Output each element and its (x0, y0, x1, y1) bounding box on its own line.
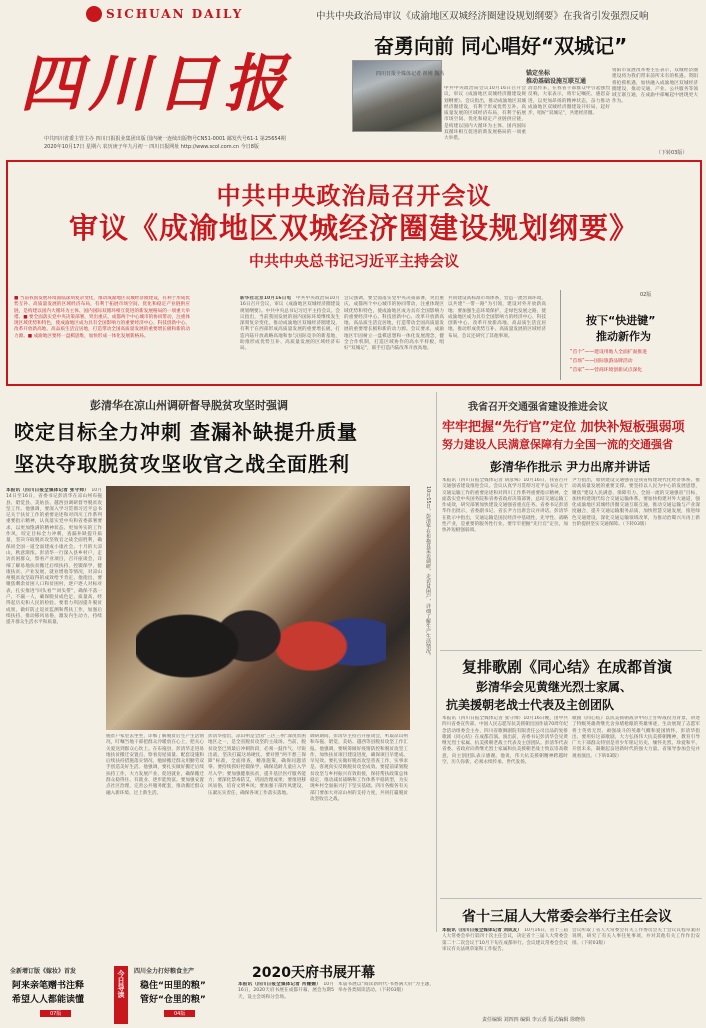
congress-body-col2: 会议听取了省人大常委会有关工作委员会关于会议议程草案的说明，研究了有关人事任免事项，并对其他有关工作作出安排。（下转03版） (572, 928, 700, 946)
top-story-sub2: 推动基础设施互联互通 (526, 78, 587, 85)
poverty-headline-2: 坚决夺取脱贫攻坚收官之战全面胜利 (14, 452, 350, 476)
section-divider (440, 898, 702, 899)
opera-headline-2: 彭清华会见黄继光烈士家属、 (476, 680, 633, 694)
poverty-byline: 本报讯（四川日报全媒体记者 张守帅） (6, 488, 87, 493)
masthead-info-line1: 中共四川省委主管主办 四川日报报业集团出版 国内统一连续出版物号CN51-0001 邮发代号61-1 第25654期 (44, 136, 286, 142)
footer-mid-page: 04版 (164, 1010, 195, 1017)
lead-side-panel[interactable] (566, 298, 698, 380)
lead-side-item: “首场”——国际旅游品牌活动 (570, 359, 633, 364)
footer-mid-promo[interactable] (130, 966, 234, 1024)
poverty-headline-1: 咬定目标全力冲刺 查漏补缺提升质量 (14, 420, 358, 444)
bookfair-body-col1: 本报讯（四川日报全媒体记者 肖姗姗） 10月16日，2020天府书展在成都开幕，展会为期5天，设主会场和分会场。 (238, 982, 334, 1000)
footer-left-t3: 希望人人都能读懂 (12, 995, 85, 1005)
lead-side-item: “首个”——建设用地人全面扩面推进 (570, 350, 647, 355)
masthead-emblem-icon (86, 6, 102, 22)
section-divider (440, 650, 702, 651)
top-story-headline: 奋勇向前 同心唱好“双城记” (374, 34, 628, 58)
footer-credit: 责任编辑 刘四四 编辑 李云香 版式编辑 徐晓伟 (482, 1017, 585, 1023)
top-story-body-2: 消息传来，在我省干部群众中引起强烈反响。大家表示，将牢记嘱托、感恩奋进，以更加昂扬的精神状态，奋力推动成渝地区双城经济圈建设开好局、起好步，唱好“双城记”，共建经济圈。 (528, 86, 610, 117)
transport-kicker: 我省召开交通强省建设推进会议 (468, 402, 608, 413)
lead-side-divider (560, 290, 561, 380)
congress-byline: 本报讯（四川日报全媒体记者 刘成友） (442, 928, 520, 933)
congress-body-col1: 本报讯（四川日报全媒体记者 刘成友） 10月16日，省十三届人大常委会举行第四十次主任会议，决定省十三届人大常委会第二十二次会议于10月下旬在成都举行。会议建议常委会会议审议有关法规草案和工作报告。 (442, 928, 568, 952)
transport-body-col1: 本报讯（四川日报全媒体记者 胡彦殊）10月16日，我省召开交通强省建设推进会议。会议认真学习贯彻习近平总书记关于交通运输工作的重要论述和对四川工作系列重要指示精神，全面落实党中央国务院和省委省政府决策部署，总结交通运输工作成效，研究部署加快建设交通强省重点任务。省委书记彭清华作出批示，省委副书记、省长尹力出席会议并讲话。彭清华在批示中指出，交通运输是国民经济中基础性、先导性、战略性产业，是重要的服务性行业。要牢牢把握“先行官”定位，加快补短板强弱项。 (442, 478, 568, 534)
footer-mid-t1: 稳住“田里的粮” (140, 981, 206, 991)
bookfair-jump[interactable]: （下转03版） (379, 988, 406, 994)
bookfair-body-col2: 本届书展以“阅读新时代·书香满天府”为主题，举办各类阅读活动。（下转03版） (338, 982, 434, 994)
poverty-photo[interactable] (106, 486, 410, 730)
today-guide-label: 今日导读 (117, 970, 125, 998)
lead-headline-line2: 审议《成渝地区双城经济圈建设规划纲要》 (68, 211, 639, 245)
congress-headline: 省十三届人大常委会举行主任会议 (462, 909, 672, 925)
opera-body-col2: 歌剧《同心结》以抗美援朝战争中的上甘岭战役为背景，讲述了特级英雄黄继光舍身堵枪眼的英雄事迹，生动展现了志愿军将士英勇无畏、顽强战斗的英雄气概和爱国情怀。彭清华指出，要用好这部歌剧，大力弘扬伟大抗美援朝精神，教育引导广大干部群众特别是青少年铭记历史、缅怀先烈、珍爱和平、开创未来，凝聚起奋进新时代的强大力量。省领导参加会见并观看演出。（下转03版） (572, 716, 700, 759)
top-story[interactable] (316, 8, 700, 156)
transport-jump[interactable]: （下转03版） (622, 522, 650, 528)
opera-headline-1: 复排歌剧《同心结》在成都首演 (462, 658, 673, 676)
masthead-en-name: SICHUAN DAILY (106, 7, 244, 21)
top-story-body-1: 中共中央政治局会议10月16日召开会议，审议《成渝地区双城经济圈建设规划纲要》。会议指出，推动成渝地区双城经济圈建设，有利于形成优势互补、高质量发展的区域经济布局，有利于拓展市场空间、优化和稳定产业链供应链，是构建以国内大循环为主体、国内国际双循环相互促进的新发展格局的一项重大举措。 (444, 86, 526, 142)
opera-headline-3: 抗美援朝老战士代表及主创团队 (446, 698, 615, 712)
lead-side-tag: 02版 (640, 292, 652, 298)
poverty-kicker: 彭清华在凉山州调研督导脱贫攻坚时强调 (90, 399, 288, 412)
top-story-jump[interactable]: （下转03版） (656, 150, 688, 156)
transport-headline-2: 努力建设人民满意保障有力全国一流的交通强省 (442, 438, 673, 451)
poverty-body-col3: 彭清华指出，凉山州是全国“三区三州”深度贫困地区之一，是全省脱贫攻坚的主战场。当前，脱贫攻坚已到最后冲刺阶段，必须一鼓作气、尽锐出战，坚决打赢这场硬仗。要对照“两不愁三保障”标准，全面排查，精准施策，确保问题清零。要持续抓好控辍保学，确保适龄儿童应入学尽入学；要加强健康扶贫，提升基层医疗服务能力；要深化禁毒防艾，巩固治理成果；要推进移风易俗，培育文明乡风；要加强干部作风建设，压紧压实责任，确保各项工作落实落地。 (208, 734, 306, 796)
top-story-kicker: 中共中央政治局审议《成渝地区双城经济圈建设规划纲要》在我省引发强烈反响 (316, 11, 649, 22)
poverty-photo-people (136, 526, 386, 726)
top-story-sub1: 锚定坐标 (526, 70, 551, 77)
poverty-body-col2: 脱贫户家里去坐坐，详细了解脱贫后生产生活情况，叮嘱当地干部把群众冷暖放在心上，把关心关爱送到群众心坎上。在布拖县，彭清华走进易地扶贫搬迁安置点，察看房屋质量、配套设施和后续扶持措施落实情况，勉励搬迁群众用勤劳双手创造美好生活。他强调，要扎实做好搬迁后续扶持工作，大力发展产业、促进就业，确保搬迁群众稳得住、有就业、逐步能致富。要加强安置点社区治理，完善公共服务配套，推动搬迁群众融入新环境、过上新生活。 (106, 734, 204, 796)
lead-summary: ■ 当前我国发展环境面临深刻复杂变化，推动成渝地区双城经济圈建设，有利于形成优势互补、高质量发展的区域经济布局，有利于拓展市场空间、优化和稳定产业链供应链，是构建以国内大循环为主体、国内国际双循环相互促进的新发展格局的一项重大举措。■ 要全面落实党中央决策部署，突出重庆、成都两个中心城市的协同带动，注重体现区域优势和特色，使成渝地区成为具有全国影响力的重要经济中心、科技创新中心、改革开放新高地、高品质生活宜居地，打造带动全国高质量发展的重要增长极和新的动力源。■ 成渝地区要将一盘棋思维，加快形成一体化发展新格局。 (14, 296, 190, 339)
lead-headline-line1: 中共中央政治局召开会议 (216, 182, 492, 210)
top-story-byline: 四川日报全媒体记者 祖刚 魏冯 (376, 71, 445, 77)
lead-side-item: “首家”——营商环境创新试点深化 (570, 368, 643, 373)
footer-left-page: 07版 (40, 1010, 71, 1017)
bookfair-headline: 2020天府书展开幕 (252, 965, 375, 981)
lead-body-col1: 新华社北京10月16日电 中共中央政治局10月16日召开会议，审议《成渝地区双城经济圈建设规划纲要》。中共中央总书记习近平主持会议。会议指出，当前我国发展的国内国际环境继续发生深刻复杂变化，推动成渝地区双城经济圈建设，有利于在西部形成高质量发展的重要增长极，打造内陆开放战略高地和参与国际竞争的新基地，助推形成优势互补、高质量发展的区域经济布局。 (240, 296, 340, 352)
opera-jump[interactable]: （下转03版） (594, 753, 622, 759)
lead-side-title-2: 推动新作为 (596, 330, 651, 343)
lead-headline-line3: 中共中央总书记习近平主持会议 (248, 252, 459, 270)
footer-left-t2: 阿来亲笔赠书注释 (12, 981, 85, 991)
masthead-cn-name: 四川日报 (20, 47, 293, 120)
footer-left-promo[interactable] (6, 966, 112, 1024)
footer-mid-kicker: 四川全力打好粮食主产 (134, 968, 195, 975)
opera-body-col1: 本报讯（四川日报全媒体记者 张守帅）10月16日晚，由中共四川省委宣传部、中国人民志愿军抗美援朝出国作战70周年纪念活动组委会主办，四川省歌舞剧院有限责任公司出品的复排歌剧《同心结》在成都首演。演出前，省委书记彭清华会见黄继光烈士家属、抗美援朝老战士代表及主创团队。彭清华代表省委、省政府向黄继光烈士家属和抗美援朝老战士致以崇高敬意，向主创团队表示感谢。他说，伟大抗美援朝精神跨越时空、历久弥新，必须永续传承、世代发扬。 (442, 716, 568, 766)
poverty-body-col1: 本报讯（四川日报全媒体记者 张守帅） 10月14日至16日，省委书记彭清华在凉山州布拖县、昭觉县、美姑县、越西县调研督导脱贫攻坚工作。他强调，要深入学习贯彻习近平总书记关于扶贫工作的重要论述和对四川工作系列重要指示精神，认真落实党中央和省委部署要求，以更加饱满的精神状态、更加务实的工作作风，咬定目标全力冲刺，查漏补缺提升质量，坚决夺取脱贫攻坚收官之战全面胜利，确保同全国一道全面建成小康社会。十月的大凉山，秋意渐浓。彭清华一行深入县乡村户，走访贫困群众，察看产业项目，召开座谈会，详细了解易地扶贫搬迁后续扶持、控辍保学、健康扶贫、产业发展、就业增收等情况，对凉山州脱贫攻坚取得的成效给予肯定。他指出，要聚焦剩余贫困人口和贫困村，逐户逐人对标对表，扎实推进“回头看”“回头帮”，确保不落一户、不漏一人，确保脱贫成色足、质量高，经得起历史和人民的检验。要着力巩固提升脱贫成果，做好防止返贫监测和帮扶工作，加强后续扶持，推动移风易俗，激发内生动力，持续提升群众生活水平和质量。 (6, 488, 102, 626)
footer-mid-t2: 管好“仓里的粮” (140, 995, 206, 1005)
lead-body-col3: 共同建设高标准市场体系，营造一流营商环境，以共建“一带一路”为引领，建设对外开放新高地；要加强生态环境保护，走绿色发展之路，使成渝地区成为具有全国影响力的经济中心、科技创新中心、改革开放新高地、高品质生活宜居地，推动形成优势互补、高质量发展的区域经济布局，会议还研究了其他事项。 (448, 296, 546, 339)
lead-body-col2: 会议强调，要全面落实党中央决策部署，突出重庆、成都两个中心城市的协同带动，注重体现区域优势和特色，使成渝地区成为具有全国影响力的重要经济中心、科技创新中心、改革开放新高地、高品质生活宜居地，打造带动全国高质量发展的重要增长极和新的动力源。会议要求，成渝地区牢固树立一盘棋思想和一体化发展理念，健全合作机制，打造区域协作的高水平样板，唱好“双城记”，联手打造内陆改革开放高地。 (344, 296, 444, 352)
transport-headline-1: 牢牢把握“先行官”定位 加快补短板强弱项 (442, 420, 685, 435)
congress-jump[interactable]: （下转03版） (581, 940, 608, 946)
today-guide-tag (114, 966, 128, 1024)
poverty-photo-caption: 10月15日，彭清华在布拖县采访调研，走访贫困户，详细了解生产生活情况。 (425, 486, 431, 659)
lead-side-title-1: 按下“快进键” (586, 314, 656, 327)
column-divider (436, 392, 437, 932)
poverty-body-col4: 调研期间，彭清华主持召开座谈会，听取凉山州和布拖、昭觉、美姑、越西等县脱贫攻坚工作汇报。他强调，要统筹做好疫情防控和脱贫攻坚工作，加快扶贫项目建设进度，确保项目早建成、早见效。要扎实做好脱贫攻坚普查工作，实事求是、客观真实反映脱贫攻坚成效。要提前谋划脱贫攻坚与乡村振兴有效衔接，保持帮扶政策总体稳定，推动减贫战略和工作体系平稳转型，为实现乡村全面振兴打下坚实基础。四川各级各有关部门要加大对凉山州的支持力度，共同打赢脱贫攻坚收官之战。 (310, 734, 408, 802)
lead-dateline: 新华社北京10月16日电 (240, 296, 292, 301)
transport-body-col2: 尹力指出，加快建设交通强省是我省构建现代化经济体系、推动高质量发展的重要支撑。要坚持以人民为中心的发展思想，聚焦“建设人民满意、保障有力、全国一流的交通强省”目标，加快构建现代综合交通运输体系。要加快构建对外大通道，强化成渝地区双城经济圈交通互联互通，推动交通运输与产业深度融合，提升交通运输服务品质，加快智慧交通发展，推进绿色交通建设，深化交通运输领域改革，为推动治蜀兴川再上新台阶提供坚实交通保障。（下转03版） (572, 478, 700, 528)
bookfair-byline: 本报讯（四川日报全媒体记者 肖姗姗） (238, 982, 319, 987)
top-story-body-3: 资阳市发展改革委主任表示，双城经济圈建设将为我们带来前所未有的机遇。资阳将抢抓机遇，加快融入成渝地区双城经济圈建设，推动交通、产业、公共服务等领域互联互通，在成渝中部崛起中展现更大作为。 (612, 68, 698, 105)
transport-headline-3: 彭清华作批示 尹力出席并讲话 (490, 460, 651, 474)
masthead-info-line2: 2020年10月17日 星期六 农历庚子年九月初一 四川日报网址 http://www.scol.com.cn 今日8版 (44, 144, 259, 150)
masthead (6, 2, 316, 152)
footer-left-t1: 全新增订版《嫁妆》首发 (10, 968, 77, 975)
